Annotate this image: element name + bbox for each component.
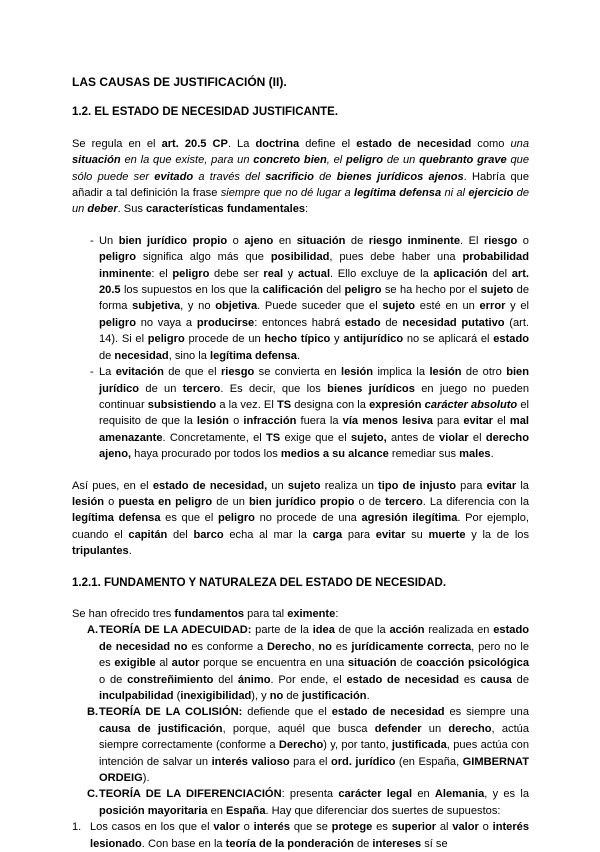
text-run: o: [104, 495, 119, 508]
text-run: . Con base en la: [141, 837, 226, 850]
text-run: Así pues, en el: [72, 479, 153, 492]
text-run: es que el: [160, 512, 218, 525]
bold-run: expresión: [369, 398, 422, 411]
text-run: Un: [99, 234, 119, 247]
text-run: es: [459, 673, 481, 686]
bold-run: bien jurídico propio: [118, 234, 228, 247]
text-run: :: [305, 203, 309, 216]
text-run: o de: [99, 673, 128, 686]
bold-run: constreñimiento: [127, 673, 214, 686]
bold-run: estado de necesidad no: [99, 624, 529, 653]
text-run: un: [267, 479, 288, 492]
text-run: porque se encuentra en una: [199, 657, 348, 670]
text-run: el: [493, 415, 510, 428]
text-run: la: [516, 479, 529, 492]
text-run: su: [405, 528, 429, 541]
dash-bullet: -: [90, 234, 94, 247]
text-run: de: [283, 690, 302, 702]
theories-list: [72, 622, 529, 819]
text-run: . Habría que añadir a tal definición la frase: [72, 170, 530, 200]
bold-run: idea: [312, 624, 335, 637]
bold-run: legítima defensa: [210, 349, 297, 362]
text-run: . Hay que diferenciar dos suertes de supuestos:: [265, 804, 501, 817]
text-run: .: [366, 690, 370, 702]
bold-run: mal amenazante: [99, 415, 529, 444]
bold-run: estado: [493, 333, 529, 346]
bold-run: peligro: [217, 512, 255, 525]
bold-run: tercero: [182, 382, 221, 395]
text-run: (en España,: [395, 755, 463, 768]
text-run: , pues debe haber una: [329, 251, 463, 264]
text-run: , y no: [180, 300, 216, 313]
text-run: , actúa siempre correctamente (conforme a: [99, 722, 529, 752]
text-run: defiende que el: [242, 706, 332, 719]
bold-run: sujeto: [480, 284, 514, 297]
text-run: o: [478, 821, 493, 834]
fundamentos-intro: [72, 606, 529, 622]
bold-run: Alemania: [434, 788, 485, 801]
bold-run: situación: [296, 234, 346, 247]
bold-run: Derecho: [278, 739, 324, 752]
bold-run: carácter legal: [338, 788, 413, 801]
bold-run: lesión: [429, 366, 462, 379]
text-run: es: [372, 821, 392, 834]
theory-label: C.: [87, 788, 99, 801]
bold-run: posibilidad: [270, 251, 330, 264]
bold-run: tipo de injusto: [378, 479, 457, 492]
bold-run: bienes jurídicos: [327, 382, 415, 395]
bold-run: exigible: [114, 657, 156, 670]
bold-run: intereses: [372, 837, 422, 850]
bold-run: ánimo: [237, 673, 271, 686]
text-run: y el: [505, 300, 529, 313]
bold-run: defender: [374, 722, 422, 735]
bold-run: muerte: [428, 528, 466, 541]
text-run: parte de la: [251, 624, 313, 637]
bold-run: no: [318, 640, 332, 653]
text-run: debe ser: [209, 267, 264, 280]
bold-run: aplicación: [433, 267, 488, 280]
text-run: o: [227, 234, 245, 247]
text-run: implica la: [373, 366, 430, 379]
text-run: realizada en: [424, 624, 494, 637]
text-run: define el: [299, 137, 357, 150]
text-run: La: [99, 366, 116, 379]
bold-italic-run: quebranto grave: [419, 154, 507, 167]
text-run: . La: [227, 137, 256, 150]
bold-run: estado: [344, 316, 381, 329]
text-run: exige que el: [280, 431, 351, 444]
text-run: para: [342, 528, 376, 541]
italic-run: que sólo puede ser: [72, 154, 529, 183]
text-run: , sino la: [168, 349, 211, 362]
bold-run: tercero: [385, 495, 423, 508]
bold-run: eximente: [287, 607, 336, 620]
bold-italic-run: situación: [72, 154, 121, 167]
text-run: o: [228, 415, 244, 428]
text-run: : entonces habrá: [254, 316, 345, 329]
bold-run: situación: [347, 657, 397, 670]
text-run: y: [283, 267, 298, 280]
bold-run: justificada: [391, 739, 447, 752]
text-run: de un: [212, 495, 249, 508]
theory-item: [72, 704, 529, 786]
bold-run: sujeto: [287, 479, 321, 492]
bold-run: coacción psicológica: [416, 657, 529, 670]
text-run: del: [322, 284, 345, 297]
bold-run: GIMBERNAT ORDEIG: [99, 755, 529, 785]
text-run: haya procurado por todos los: [131, 448, 281, 461]
text-run: designa con la: [291, 398, 370, 411]
bold-run: ajeno: [244, 234, 274, 247]
list-item-text: [99, 235, 529, 362]
theory-label: B.: [87, 706, 99, 719]
numbered-item-text: [90, 821, 529, 849]
bold-run: lesión: [340, 366, 374, 379]
text-run: :: [335, 607, 339, 620]
summary-paragraph: [72, 478, 529, 560]
text-run: realiza un: [320, 479, 379, 492]
text-run: ) y, por tanto,: [323, 739, 392, 752]
text-run: para: [432, 415, 464, 428]
bold-run: actual: [297, 267, 331, 280]
bold-run: España: [226, 804, 266, 817]
bold-run: doctrina: [255, 137, 300, 150]
bold-run: subsistiendo: [147, 398, 217, 411]
bold-run: protege: [331, 821, 373, 834]
text-run: .: [490, 448, 494, 461]
text-run: . Puede suceder que el: [257, 300, 383, 313]
bold-run: estado de necesidad: [346, 673, 460, 686]
text-run: a la vez. El: [216, 398, 277, 411]
list-item: [72, 233, 529, 364]
text-run: para el: [289, 755, 331, 768]
text-run: el requisito de que la: [99, 398, 529, 428]
text-run: del: [213, 673, 238, 686]
bold-run: estado de necesidad,: [152, 479, 268, 492]
text-run: que se: [290, 821, 332, 834]
text-run: remediar sus: [388, 448, 460, 461]
text-run: del: [167, 528, 194, 541]
text-run: del: [487, 267, 512, 280]
text-run: sí se: [421, 837, 448, 850]
bold-run: lesión: [72, 495, 105, 508]
bold-run: autor: [171, 657, 200, 670]
bold-run: agresión ilegítima: [361, 512, 458, 525]
bold-run: TEORÍA DE LA DIFERENCIACIÓN: [99, 788, 282, 801]
section-heading: 1.2. EL ESTADO DE NECESIDAD JUSTIFICANTE.: [72, 106, 339, 119]
bold-run: TS: [266, 431, 281, 444]
bold-run: derecho: [448, 722, 492, 735]
text-run: echa al mar la: [223, 528, 313, 541]
characteristics-list: [72, 233, 529, 463]
bold-italic-run: legítima defensa: [354, 187, 442, 200]
text-run: . Por ende, el: [270, 673, 347, 686]
bold-run: TEORÍA DE LA COLISIÓN:: [99, 706, 243, 719]
text-run: (: [173, 690, 181, 702]
italic-run: una: [510, 137, 529, 150]
theory-text: [99, 706, 529, 784]
bold-italic-run: concreto bien: [253, 154, 327, 167]
text-run: : presenta: [281, 788, 339, 801]
bold-italic-run: peligro: [346, 154, 384, 167]
bold-run: sujeto,: [350, 431, 387, 444]
numbered-item: [72, 819, 529, 852]
bold-run: Derecho: [267, 640, 312, 653]
italic-run: de: [313, 170, 337, 183]
bold-run: evitar: [463, 415, 493, 428]
text-run: al: [436, 821, 453, 834]
list-item-text: [99, 366, 529, 460]
bold-run: inculpabilidad: [99, 690, 174, 702]
bold-run: males: [459, 448, 491, 461]
text-run: procede de un: [184, 333, 265, 346]
bold-run: riesgo: [220, 366, 255, 379]
text-run: esté en un: [415, 300, 480, 313]
text-run: , y es la: [484, 788, 529, 801]
bold-italic-run: bienes jurídicos ajenos: [336, 170, 464, 183]
text-run: , porque, aquél que busca: [222, 722, 375, 735]
bold-run: bien jurídico propio: [248, 495, 355, 508]
bold-run: interés valioso: [211, 755, 290, 768]
dash-bullet: -: [90, 366, 94, 379]
bold-italic-run: carácter absoluto: [424, 398, 518, 411]
bold-run: peligro: [99, 251, 136, 264]
bold-run: jurídicamente correcta: [351, 640, 472, 653]
bold-run: ord. jurídico: [330, 755, 396, 768]
bold-run: estado de necesidad: [331, 706, 445, 719]
text-run: de: [396, 657, 417, 670]
text-run: .: [296, 349, 301, 362]
text-run: de otro: [461, 366, 507, 379]
bold-run: lesión: [196, 415, 229, 428]
bold-run: probabilidad inminente: [99, 251, 529, 280]
bold-run: barco: [193, 528, 224, 541]
bold-run: peligro: [99, 316, 136, 329]
bold-run: legítima defensa: [72, 512, 161, 525]
document-page: [72, 74, 529, 852]
bold-run: antijurídico: [343, 333, 404, 346]
text-run: es conforme a: [187, 640, 268, 653]
text-run: en juego no pueden continuar: [99, 382, 529, 411]
number-label: 1.: [72, 821, 82, 834]
text-run: de que la: [334, 624, 390, 637]
bold-run: calificación: [262, 284, 323, 297]
text-run: de que el: [163, 366, 221, 379]
theory-item: [72, 786, 529, 819]
text-run: . Concretamente, el: [162, 431, 266, 444]
bold-run: infracción: [243, 415, 297, 428]
bold-run: subjetiva: [132, 300, 181, 313]
text-run: ), y: [251, 690, 270, 702]
bold-run: evitación: [115, 366, 164, 379]
text-run: significa algo más que: [135, 251, 271, 264]
text-run: en: [207, 804, 227, 817]
bold-run: características fundamentales: [146, 203, 306, 216]
text-run: . La diferencia con la: [422, 495, 530, 508]
bold-run: objetiva: [215, 300, 258, 313]
bold-run: peligro: [344, 284, 382, 297]
text-run: un: [421, 722, 449, 735]
bold-run: carga: [312, 528, 343, 541]
bold-run: fundamentos: [174, 607, 245, 620]
bold-run: violar: [439, 431, 469, 444]
text-run: se ha hecho por el: [381, 284, 481, 297]
italic-run: de un: [72, 187, 529, 216]
text-run: : el: [151, 267, 173, 280]
text-run: de: [511, 673, 530, 686]
bold-run: bien jurídico: [99, 366, 529, 395]
text-run: es: [331, 640, 352, 653]
bold-run: evitar: [486, 479, 517, 492]
italic-run: siempre que no dé lugar a: [220, 187, 354, 200]
text-run: de un: [139, 382, 183, 395]
bold-run: valor: [213, 821, 240, 834]
bold-run: error: [479, 300, 506, 313]
bold-run: tripulantes: [72, 545, 129, 558]
bold-run: producirse: [196, 316, 255, 329]
bold-run: peligro: [147, 333, 185, 346]
text-run: los supuestos en los que la: [120, 284, 263, 297]
bold-italic-run: ejercicio: [468, 187, 514, 200]
bold-italic-run: sacrificio: [265, 170, 314, 183]
bold-run: vía menos lesiva: [342, 415, 433, 428]
text-run: , pues actúa con intención de salvar un: [99, 739, 529, 768]
bold-run: valor: [452, 821, 479, 834]
theory-label: A.: [87, 624, 99, 637]
text-run: para: [456, 479, 487, 492]
bold-run: evitar: [375, 528, 406, 541]
text-run: ).: [142, 772, 150, 785]
bold-italic-run: evitado: [154, 170, 194, 183]
text-run: no vaya a: [135, 316, 197, 329]
text-run: antes de: [386, 431, 440, 444]
list-item: [72, 364, 529, 462]
text-run: el: [468, 431, 486, 444]
text-run: o de: [354, 495, 386, 508]
text-run: o: [239, 821, 254, 834]
bold-run: necesidad: [114, 349, 169, 362]
theory-item: [72, 622, 529, 704]
intro-paragraph: [72, 136, 529, 218]
text-run: en: [412, 788, 435, 801]
text-run: al: [155, 657, 172, 670]
bold-run: inexigibilidad: [180, 690, 252, 702]
bold-run: causa de justificación: [99, 722, 223, 735]
text-run: . Es decir, que los: [220, 382, 328, 395]
text-run: .: [128, 545, 132, 558]
bold-run: art. 20.5: [99, 267, 529, 297]
bold-run: no: [269, 690, 284, 702]
bold-run: real: [263, 267, 284, 280]
bold-run: art. 20.5 CP: [161, 137, 228, 150]
text-run: , pero no le es: [99, 640, 529, 670]
text-run: . Ello excluye de la: [330, 267, 434, 280]
bold-run: posición mayoritaria: [99, 804, 208, 817]
bold-run: interés lesionado: [90, 821, 530, 850]
bold-run: estado de necesidad: [356, 137, 472, 150]
bold-run: sujeto: [382, 300, 416, 313]
italic-run: a través del: [193, 170, 266, 183]
bold-run: capitán: [128, 528, 168, 541]
italic-run: de un: [383, 154, 420, 167]
text-run: . El: [459, 234, 484, 247]
text-run: . Sus: [117, 203, 147, 216]
text-run: se convierta en: [254, 366, 341, 379]
text-run: o: [517, 234, 529, 247]
bold-run: teoría de la ponderación: [225, 837, 354, 850]
text-run: Los casos en los que el: [90, 821, 214, 834]
document-title: LAS CAUSAS DE JUSTIFICACIÓN (II).: [72, 75, 287, 89]
bold-run: riesgo: [483, 234, 518, 247]
text-run: (art. 14). Si el: [99, 316, 530, 346]
bold-run: hecho típico: [264, 333, 331, 346]
text-run: Se han ofrecido tres: [72, 607, 175, 620]
bold-run: derecho ajeno,: [99, 431, 529, 461]
bold-run: puesta en peligro: [118, 495, 213, 508]
text-run: de forma: [99, 284, 529, 313]
bold-run: acción: [389, 624, 425, 637]
text-run: no se aplicará el: [403, 333, 494, 346]
bold-run: TS: [276, 398, 292, 411]
italic-run: ni al: [441, 187, 469, 200]
text-run: es siempre una: [444, 706, 529, 719]
text-run: de: [380, 316, 403, 329]
text-run: . Por ejemplo, cuando el: [72, 512, 529, 541]
bold-run: riesgo inminente: [368, 234, 460, 247]
text-run: y: [330, 333, 344, 346]
text-run: de: [353, 837, 373, 850]
bold-italic-run: deber: [87, 203, 118, 216]
text-run: ,: [311, 640, 319, 653]
theory-text: [99, 624, 529, 702]
text-run: de: [99, 349, 115, 362]
theory-text: [99, 788, 529, 816]
text-run: y la de los: [465, 528, 529, 541]
text-run: Se regula en el: [72, 137, 162, 150]
bold-run: superior: [391, 821, 437, 834]
text-run: no procede de una: [254, 512, 362, 525]
bold-run: medios a su alcance: [280, 448, 389, 461]
bold-run: peligro: [172, 267, 210, 280]
text-run: en: [273, 234, 297, 247]
text-run: de: [345, 234, 369, 247]
text-run: para tal: [244, 607, 288, 620]
bold-run: justificación: [301, 690, 367, 702]
text-run: como: [471, 137, 511, 150]
italic-run: , el: [326, 154, 347, 167]
text-run: fuera la: [296, 415, 343, 428]
bold-run: causa: [480, 673, 512, 686]
italic-run: en la que existe, para un: [120, 154, 254, 167]
bold-run: interés: [253, 821, 291, 834]
bold-run: necesidad putativo: [402, 316, 505, 329]
bold-run: TEORÍA DE LA ADECUIDAD:: [99, 624, 252, 637]
subsection-heading: 1.2.1. FUNDAMENTO Y NATURALEZA DEL ESTADO DE NECESIDAD.: [72, 576, 447, 589]
